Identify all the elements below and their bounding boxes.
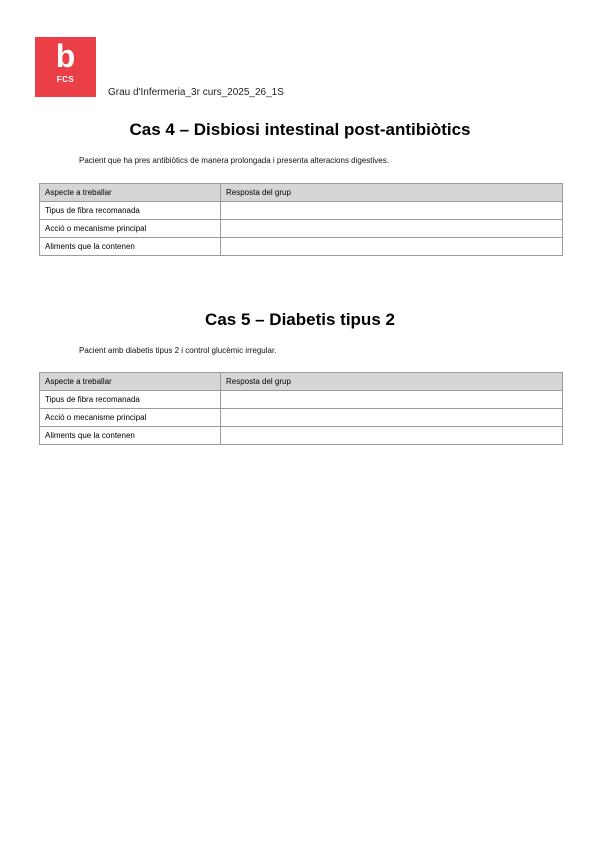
response-cell[interactable] [221, 220, 563, 238]
logo-letter: b [55, 38, 76, 74]
column-header-response: Resposta del grup [221, 184, 563, 202]
table-row [40, 202, 563, 220]
table-header-row [40, 373, 563, 391]
aspect-cell: Aliments que la contenen [40, 238, 221, 256]
table-row [40, 238, 563, 256]
table-row [40, 427, 563, 445]
case-4-title: Cas 4 – Disbiosi intestinal post-antibiòtics [129, 120, 471, 139]
column-header-aspect: Aspecte a treballar [40, 184, 221, 202]
logo-text: FCS [56, 75, 75, 84]
table-row [40, 220, 563, 238]
aspect-cell: Tipus de fibra recomanada [40, 391, 221, 409]
response-cell[interactable] [221, 409, 563, 427]
case-4-description: Pacient que ha pres antibiòtics de manera prolongada i presenta alteracions digestives. [79, 156, 389, 165]
aspect-cell: Aliments que la contenen [40, 427, 221, 445]
response-cell[interactable] [221, 391, 563, 409]
column-header-response: Resposta del grup [221, 373, 563, 391]
case-5-description: Pacient amb diabetis tipus 2 i control glucèmic irregular. [79, 346, 277, 355]
aspect-cell: Acció o mecanisme principal [40, 220, 221, 238]
fcs-logo [35, 37, 96, 97]
response-cell[interactable] [221, 202, 563, 220]
case-5-title: Cas 5 – Diabetis tipus 2 [205, 310, 395, 329]
column-header-aspect: Aspecte a treballar [40, 373, 221, 391]
response-cell[interactable] [221, 427, 563, 445]
case-4-table [39, 183, 563, 256]
table-row [40, 391, 563, 409]
table-header-row [40, 184, 563, 202]
course-label: Grau d'Infermeria_3r curs_2025_26_1S [108, 87, 284, 98]
table-row [40, 409, 563, 427]
aspect-cell: Acció o mecanisme principal [40, 409, 221, 427]
case-5-table [39, 372, 563, 445]
response-cell[interactable] [221, 238, 563, 256]
aspect-cell: Tipus de fibra recomanada [40, 202, 221, 220]
